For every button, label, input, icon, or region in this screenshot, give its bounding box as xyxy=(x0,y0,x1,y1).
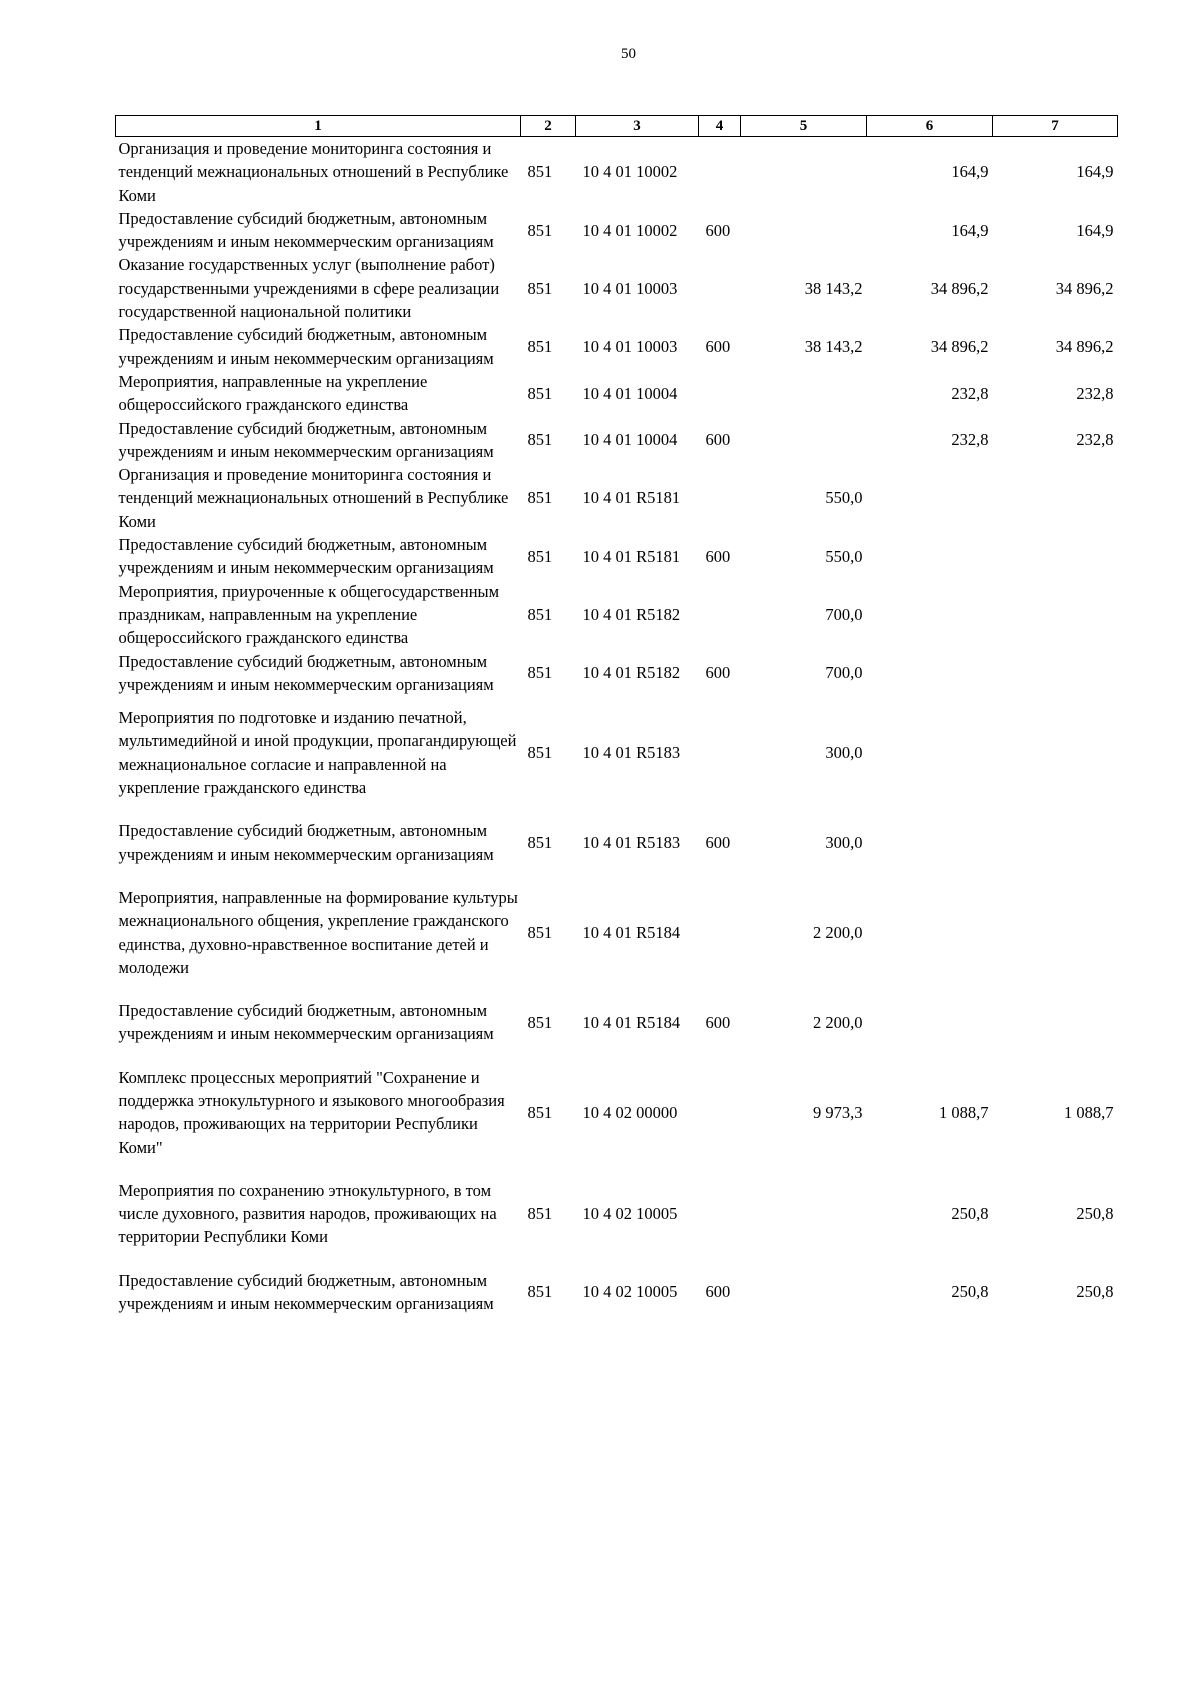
row-csr: 10 4 01 R5181 xyxy=(582,546,681,566)
row-csr: 10 4 01 10003 xyxy=(582,278,678,298)
row-vr: 600 xyxy=(705,337,731,357)
row-value-col5: 700,0 xyxy=(825,663,863,683)
row-name: Оказание государственных услуг (выполнение работ) государственными учреждениями в сфере реализации государственной национальной политики xyxy=(118,255,500,322)
row-value-col6: 250,8 xyxy=(951,1204,989,1224)
table-row xyxy=(116,463,1118,533)
row-value-col7: 232,8 xyxy=(1076,383,1114,403)
row-ved: 851 xyxy=(527,337,553,357)
row-value-col7 xyxy=(993,650,1118,697)
row-vr: 600 xyxy=(705,663,731,683)
row-value-col5: 700,0 xyxy=(825,604,863,624)
row-vr: 600 xyxy=(705,1012,731,1032)
row-vr xyxy=(699,696,741,809)
row-value-col5 xyxy=(741,417,867,464)
row-value-col7: 1 088,7 xyxy=(1064,1102,1114,1122)
row-value-col7 xyxy=(993,696,1118,809)
row-ved: 851 xyxy=(527,922,553,942)
row-value-col5: 300,0 xyxy=(825,743,863,763)
table-row xyxy=(116,1259,1118,1326)
row-value-col7: 250,8 xyxy=(1076,1282,1114,1302)
budget-table xyxy=(115,115,1118,1325)
header-col-7: 7 xyxy=(993,116,1118,137)
table-row xyxy=(116,323,1118,370)
table-row xyxy=(116,580,1118,650)
header-col-1: 1 xyxy=(116,116,521,137)
row-csr: 10 4 01 10004 xyxy=(582,383,678,403)
header-col-3: 3 xyxy=(576,116,699,137)
row-ved: 851 xyxy=(527,1102,553,1122)
row-value-col6: 164,9 xyxy=(951,162,989,182)
row-csr: 10 4 01 R5182 xyxy=(582,663,681,683)
row-name: Предоставление субсидий бюджетным, автономным учреждениям и иным некоммерческим организациям xyxy=(118,325,494,368)
row-name: Мероприятия, направленные на укрепление общероссийского гражданского единства xyxy=(118,371,428,415)
row-name: Предоставление субсидий бюджетным, автономным учреждениям и иным некоммерческим организациям xyxy=(118,418,494,461)
row-value-col5: 38 143,2 xyxy=(804,337,863,357)
row-value-col6 xyxy=(867,463,993,533)
row-csr: 10 4 01 R5184 xyxy=(582,1012,681,1032)
row-value-col5: 38 143,2 xyxy=(804,278,863,298)
page-number: 50 xyxy=(621,46,636,62)
row-value-col5 xyxy=(741,137,867,207)
table-row xyxy=(116,989,1118,1056)
row-ved: 851 xyxy=(527,1282,553,1302)
row-name: Организация и проведение мониторинга состояния и тенденций межнациональных отношений в Республике Коми xyxy=(118,465,509,531)
row-ved: 851 xyxy=(527,278,553,298)
row-csr: 10 4 02 10005 xyxy=(582,1282,678,1302)
row-csr: 10 4 02 00000 xyxy=(582,1102,678,1122)
row-value-col6: 232,8 xyxy=(951,430,989,450)
header-col-5: 5 xyxy=(741,116,867,137)
row-value-col6 xyxy=(867,809,993,876)
table-row xyxy=(116,809,1118,876)
row-csr: 10 4 01 10002 xyxy=(582,162,678,182)
header-col-6: 6 xyxy=(867,116,993,137)
table-row xyxy=(116,417,1118,464)
row-csr: 10 4 02 10005 xyxy=(582,1204,678,1224)
row-vr xyxy=(699,137,741,207)
row-name: Предоставление субсидий бюджетным, автономным учреждениям и иным некоммерческим организациям xyxy=(118,651,494,694)
row-ved: 851 xyxy=(527,604,553,624)
row-vr xyxy=(699,463,741,533)
row-name: Мероприятия по подготовке и изданию печатной, мультимедийной и иной продукции, пропагандирующей межнациональное согласие и направленной на укрепление гражданского единства xyxy=(118,708,517,798)
table-row xyxy=(116,1056,1118,1169)
row-ved: 851 xyxy=(527,162,553,182)
row-value-col7: 164,9 xyxy=(1076,162,1114,182)
row-value-col6: 34 896,2 xyxy=(930,278,989,298)
row-value-col5: 550,0 xyxy=(825,546,863,566)
row-value-col7 xyxy=(993,809,1118,876)
table-row xyxy=(116,1169,1118,1259)
row-value-col6 xyxy=(867,650,993,697)
row-ved: 851 xyxy=(527,220,553,240)
row-value-col5 xyxy=(741,1169,867,1259)
row-value-col5 xyxy=(741,207,867,254)
row-csr: 10 4 01 R5182 xyxy=(582,604,681,624)
table-header-row xyxy=(116,116,1118,137)
table-row xyxy=(116,137,1118,207)
row-csr: 10 4 01 R5181 xyxy=(582,488,681,508)
table-row xyxy=(116,696,1118,809)
row-value-col5 xyxy=(741,1259,867,1326)
row-ved: 851 xyxy=(527,743,553,763)
row-value-col6 xyxy=(867,580,993,650)
row-name: Организация и проведение мониторинга состояния и тенденций межнациональных отношений в Республике Коми xyxy=(118,139,509,205)
row-value-col7 xyxy=(993,533,1118,580)
row-value-col6: 34 896,2 xyxy=(930,337,989,357)
row-csr: 10 4 01 R5183 xyxy=(582,832,681,852)
row-ved: 851 xyxy=(527,488,553,508)
row-vr: 600 xyxy=(705,1282,731,1302)
row-vr: 600 xyxy=(705,220,731,240)
row-vr xyxy=(699,1056,741,1169)
row-vr xyxy=(699,876,741,989)
row-ved: 851 xyxy=(527,383,553,403)
row-name: Предоставление субсидий бюджетным, автономным учреждениям и иным некоммерческим организациям xyxy=(118,821,494,864)
row-csr: 10 4 01 10002 xyxy=(582,220,678,240)
row-vr xyxy=(699,253,741,323)
row-ved: 851 xyxy=(527,663,553,683)
header-col-2: 2 xyxy=(521,116,576,137)
table-row xyxy=(116,207,1118,254)
row-value-col7 xyxy=(993,463,1118,533)
row-csr: 10 4 01 R5184 xyxy=(582,922,681,942)
row-value-col6: 1 088,7 xyxy=(939,1102,989,1122)
row-csr: 10 4 01 R5183 xyxy=(582,743,681,763)
row-value-col7: 34 896,2 xyxy=(1055,337,1114,357)
row-ved: 851 xyxy=(527,1204,553,1224)
table-row xyxy=(116,253,1118,323)
row-vr xyxy=(699,580,741,650)
row-value-col7: 250,8 xyxy=(1076,1204,1114,1224)
row-name: Предоставление субсидий бюджетным, автономным учреждениям и иным некоммерческим организациям xyxy=(118,1270,494,1314)
row-ved: 851 xyxy=(527,430,553,450)
row-value-col5: 2 200,0 xyxy=(813,922,863,942)
row-name: Предоставление субсидий бюджетным, автономным учреждениям и иным некоммерческим организациям xyxy=(118,208,494,252)
row-csr: 10 4 01 10004 xyxy=(582,430,678,450)
row-csr: 10 4 01 10003 xyxy=(582,337,678,357)
header-col-4: 4 xyxy=(699,116,741,137)
row-value-col6 xyxy=(867,533,993,580)
row-value-col6 xyxy=(867,989,993,1056)
row-value-col6: 164,9 xyxy=(951,220,989,240)
row-value-col6 xyxy=(867,696,993,809)
row-value-col5: 550,0 xyxy=(825,488,863,508)
row-name: Мероприятия по сохранению этнокультурного, в том числе духовного, развития народов, проживающих на территории Республики Коми xyxy=(118,1180,497,1247)
row-value-col6: 232,8 xyxy=(951,383,989,403)
row-vr xyxy=(699,370,741,417)
row-value-col6 xyxy=(867,876,993,989)
row-value-col5: 2 200,0 xyxy=(813,1012,863,1032)
row-vr: 600 xyxy=(705,430,731,450)
table-row xyxy=(116,533,1118,580)
row-value-col6: 250,8 xyxy=(951,1282,989,1302)
row-value-col7 xyxy=(993,876,1118,989)
table-row xyxy=(116,876,1118,989)
row-vr: 600 xyxy=(705,546,731,566)
row-name: Мероприятия, направленные на формирование культуры межнационального общения, укрепление гражданского единства, духовно-нравственное воспитание детей и молодежи xyxy=(118,887,518,977)
row-value-col7: 232,8 xyxy=(1076,430,1114,450)
row-name: Предоставление субсидий бюджетным, автономным учреждениям и иным некоммерческим организациям xyxy=(118,535,494,578)
table-row xyxy=(116,650,1118,697)
row-value-col7: 164,9 xyxy=(1076,220,1114,240)
row-value-col5: 9 973,3 xyxy=(813,1102,863,1122)
row-vr xyxy=(699,1169,741,1259)
row-ved: 851 xyxy=(527,1012,553,1032)
row-value-col7: 34 896,2 xyxy=(1055,278,1114,298)
row-name: Предоставление субсидий бюджетным, автономным учреждениям и иным некоммерческим организациям xyxy=(118,1001,494,1044)
row-ved: 851 xyxy=(527,832,553,852)
row-vr: 600 xyxy=(705,832,731,852)
row-name: Комплекс процессных мероприятий "Сохранение и поддержка этнокультурного и языкового многообразия народов, проживающих на территории Республики Коми" xyxy=(118,1067,505,1157)
row-name: Мероприятия, приуроченные к общегосударственным праздникам, направленным на укрепление общероссийского гражданского единства xyxy=(118,581,500,648)
row-value-col7 xyxy=(993,989,1118,1056)
table-row xyxy=(116,370,1118,417)
row-value-col7 xyxy=(993,580,1118,650)
row-value-col5: 300,0 xyxy=(825,832,863,852)
row-value-col5 xyxy=(741,370,867,417)
row-ved: 851 xyxy=(527,546,553,566)
